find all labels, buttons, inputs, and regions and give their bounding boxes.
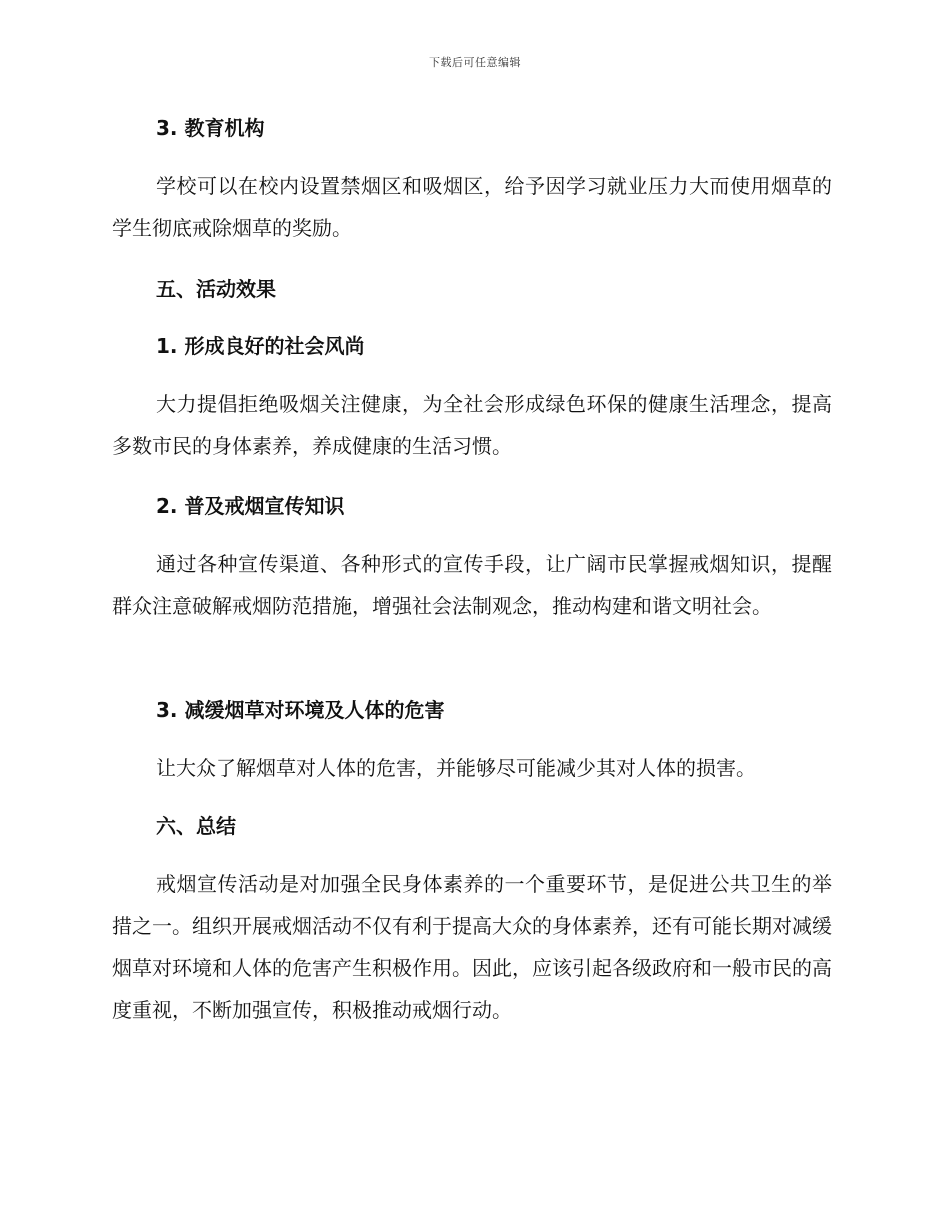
paragraph-social-trend: 大力提倡拒绝吸烟关注健康，为全社会形成绿色环保的健康生活理念，提高多数市民的身体素养，养成健康的生活习惯。 (112, 392, 832, 458)
subheading-harm-reduction: 3. 减缓烟草对环境及人体的危害 (156, 698, 445, 722)
page-header: 下载后可任意编辑 (429, 56, 521, 69)
subheading-knowledge: 2. 普及戒烟宣传知识 (156, 494, 345, 518)
subheading-social-trend: 1. 形成良好的社会风尚 (156, 334, 365, 358)
section-heading-effects: 五、活动效果 (156, 277, 276, 301)
paragraph-education: 学校可以在校内设置禁烟区和吸烟区，给予因学习就业压力大而使用烟草的学生彻底戒除烟草的奖励。 (112, 174, 832, 240)
section-heading-summary: 六、总结 (156, 814, 236, 838)
section-heading-education: 3. 教育机构 (156, 116, 265, 140)
paragraph-harm-reduction: 让大众了解烟草对人体的危害，并能够尽可能减少其对人体的损害。 (156, 756, 756, 780)
paragraph-summary: 戒烟宣传活动是对加强全民身体素养的一个重要环节，是促进公共卫生的举措之一。组织开展戒烟活动不仅有利于提高大众的身体素养，还有可能长期对减缓烟草对环境和人体的危害产生积极作用。因此，应该引起各级政府和一般市民的高度重视，不断加强宣传，积极推动戒烟行动。 (112, 872, 832, 1022)
paragraph-knowledge: 通过各种宣传渠道、各种形式的宣传手段，让广阔市民掌握戒烟知识，提醒群众注意破解戒烟防范措施，增强社会法制观念，推动构建和谐文明社会。 (112, 552, 832, 618)
